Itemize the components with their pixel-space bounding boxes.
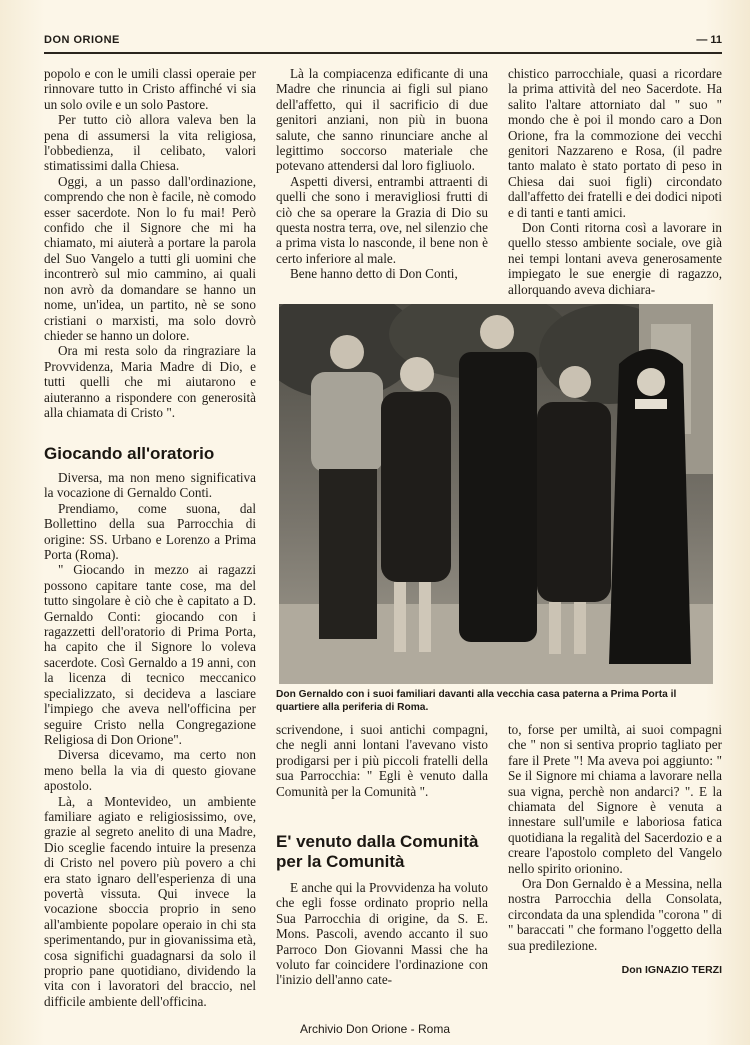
column-1-bottom: [44, 470, 256, 1009]
paragraph: Don Conti ritorna così a lavorare in quello stesso ambiente sociale, ove già nei tempi lontani aveva generosamente impiegato le sue energie di ragazzo, allorquando aveva dichiara-: [508, 220, 722, 297]
paragraph: Prendiamo, come suona, dal Bollettino della sua Parrocchia di origine: SS. Urbano e Lorenzo a Prima Porta (Roma).: [44, 500, 256, 563]
family-photo: [279, 304, 713, 684]
page-number: — 11: [696, 34, 722, 46]
paragraph: Aspetti diversi, entrambi attraenti di quelli che sono i meravigliosi frutti di ciò che sa operare la Grazia di Dio su questa nostra terra, ove, nel silenzio che a prima vista lo nasconde, il bene non è certo inferiore al male.: [276, 173, 488, 266]
column-3-top: [508, 66, 722, 297]
section-heading-comunita: E' venuto dalla Comunità per la Comunità: [276, 832, 479, 871]
paragraph: Diversa dicevamo, ma certo non meno bella la via di questo giovane apostolo.: [44, 747, 256, 794]
section-heading-oratorio: Giocando all'oratorio: [44, 444, 215, 463]
column-1-top: [44, 66, 256, 420]
archive-footer: Archivio Don Orione - Roma: [299, 1022, 451, 1036]
paragraph: Oggi, a un passo dall'ordinazione, comprendo che non è facile, nè comodo esser sacerdote. Non lo fu mai! Però confido che il Signore che mi ha chiamato, mi aiuterà a portare la parola del Suo Vangelo a tutti gli uomini che incontrerò sul mio cammino, ai quali non avrò da domandare se hanno un nome, un'idea, un partito, nè se sono cristiani o marxisti, ma solo dovrò chieder se hanno un dolore.: [44, 173, 256, 343]
paragraph: Bene hanno detto di Don Conti,: [290, 266, 458, 282]
paragraph: Ora Don Gernaldo è a Messina, nella nostra Parrocchia della Consolata, circondata da una splendida "corona " di " baraccati " che formano l'oggetto della sua predilezione.: [508, 876, 722, 953]
paragraph: Là la compiacenza edificante di una Madre che rinuncia ai figli sul piano dell'affetto, qui il sacrificio di due genitori anziani, non più in buona salute, che sanno rinunciare anche al legittimo soccorso materiale che potevano attendersi dal loro figliuolo.: [276, 66, 488, 174]
paragraph: scrivendone, i suoi antichi compagni, che negli anni lontani l'avevano visto prodigarsi per i più piccoli fratelli della sua Parrocchia: " Egli è venuto dalla Comunità per la Comunità ".: [276, 722, 488, 799]
column-2-bottom: [276, 880, 488, 988]
magazine-title: DON ORIONE: [44, 34, 120, 46]
family-photo-illustration: [279, 304, 713, 684]
photo-caption: Don Gernaldo con i suoi familiari davanti alla vecchia casa paterna a Prima Porta il quartiere alla periferia di Roma.: [276, 689, 677, 713]
column-2-middle: [276, 722, 488, 799]
paragraph: Ora mi resta solo da ringraziare la Provvidenza, Maria Madre di Dio, e tutti quelli che mi aiutarono e aiuteranno a rispondere con generosità alla chiamata di Cristo ".: [44, 343, 256, 420]
page-header: [44, 34, 722, 54]
paragraph: popolo e con le umili classi operaie per rinnovare tutto in Cristo affinché vi sia un solo ovile e un solo Pastore.: [44, 66, 256, 112]
author-signature: Don IGNAZIO TERZI: [621, 964, 722, 976]
paragraph: to, forse per umiltà, ai suoi compagni che " non si sentiva proprio tagliato per fare il Prete "! Ma aveva poi aggiunto: " Se il Signore mi chiama a lavorare nella sua vigna, perchè non andarci? ". E la chiamata del Signore è venuta a innestare sull'umile e laboriosa fatica quotidiana la regalità del Sacerdozio e a creare l'apostolo completo del Vangelo nello spirito orionino.: [508, 722, 722, 876]
paragraph: " Giocando in mezzo ai ragazzi possono capitare tante cose, ma del tutto singolare è ciò che è capitato a D. Gernaldo Conti: giocando con i ragazzetti dell'oratorio di Prima Porta, ha capito che il Signore lo voleva sacerdote. Così Gernaldo a 19 anni, con la licenza di tecnico meccanico specializzato, si decideva a lasciare l'impiego che aveva nell'officina per seguire Cristo nella Congregazione Religiosa di Don Orione".: [44, 562, 256, 747]
paragraph: E anche qui la Provvidenza ha voluto che egli fosse ordinato proprio nella Sua Parrocchia di origine, da S. E. Mons. Pascoli, avendo accanto il suo Parroco Don Giovanni Massi che ha voluto far coincidere l'ordinazione con l'inizio dell'anno cate-: [276, 880, 488, 988]
paragraph: Là, a Montevideo, un ambiente familiare agiato e religiosissimo, ove, grazie al segreto anelito di una Madre, Dio sceglie facendo intuire la presenza di Cristo nel povero più povero a chi era stato ignaro dell'esperienza di una povertà vissuta. Qui invece la vocazione sboccia proprio in seno all'ambiente popolare operaio in chi sta sperimentando, pur in giovanissima età, cosa significhi guadagnarsi da solo il proprio pane quotidiano, dividendo la vita con i lavoratori del braccio, nel difficile ambiente dell'officina.: [44, 793, 256, 1009]
column-3-bottom: [508, 722, 722, 953]
paragraph: Per tutto ciò allora valeva ben la pena di assumersi la vita religiosa, l'obbedienza, il celibato, valori stimatissimi dalla Chiesa.: [44, 112, 256, 174]
column-2-top: [276, 66, 488, 282]
paragraph: chistico parrocchiale, quasi a ricordare la prima attività del neo Sacerdote. Ha salito l'altare attorniato dal " suo " mondo che è poi il mondo caro a Don Orione, fra la commozione dei vecchi genitori Nazzareno e Rosa, (il padre tanto malato è stato portato di peso in Chiesa dai suoi figli) circondato dall'affetto dei fratelli e dei dodici nipoti e di tanti e tanti amici.: [508, 66, 722, 220]
paragraph: Diversa, ma non meno significativa la vocazione di Gernaldo Conti.: [44, 470, 256, 501]
